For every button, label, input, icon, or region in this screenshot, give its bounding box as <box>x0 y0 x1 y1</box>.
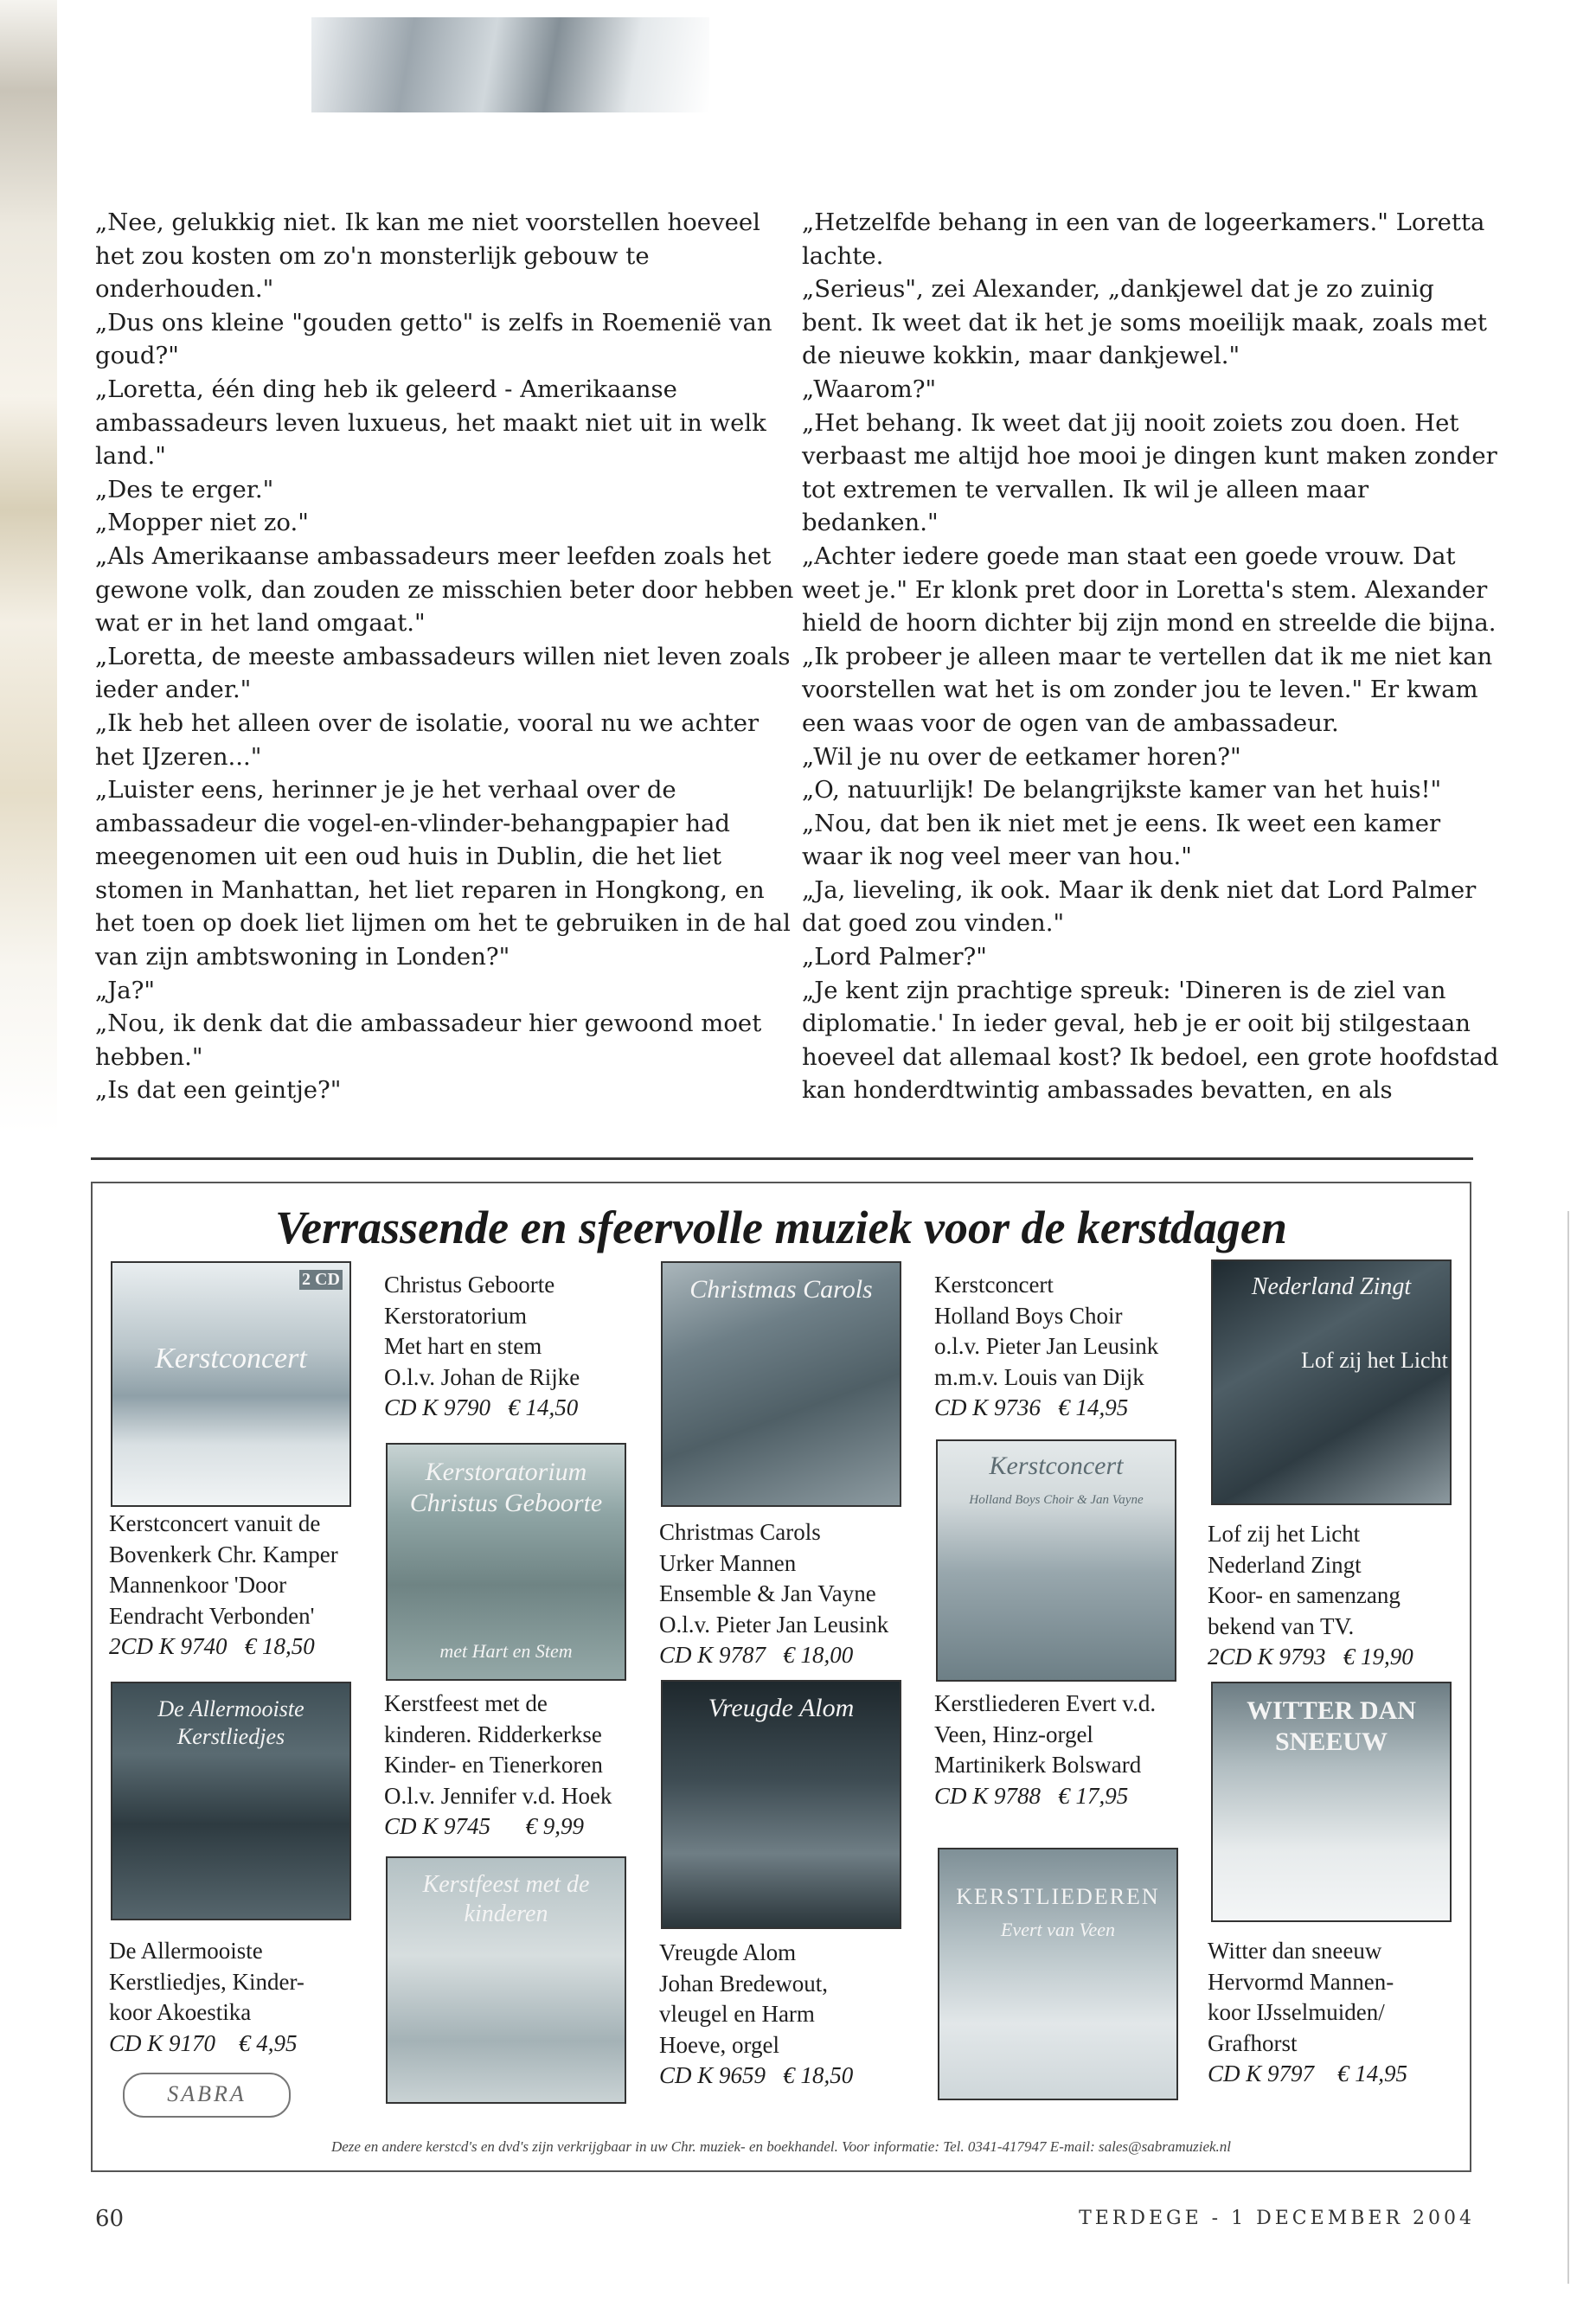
product-line: Kerstoratorium <box>384 1302 527 1329</box>
product-line: koor Akoestika <box>109 1999 252 2025</box>
cover-title: KERSTLIEDEREN <box>956 1884 1160 1909</box>
product-line: Martinikerk Bolsward <box>934 1752 1142 1778</box>
cover-subtitle: Holland Boys Choir & Jan Vayne <box>969 1493 1144 1507</box>
product-line: Grafhorst <box>1208 2029 1298 2056</box>
product-code: CD K 9797 <box>1208 2061 1315 2086</box>
product-vreugde-alom <box>659 1938 853 2092</box>
cover-badge: 2 CD <box>299 1270 343 1290</box>
paragraph: „Nou, dat ben ik niet met je eens. Ik weet een kamer waar ik nog veel meer van hou." <box>802 809 1441 871</box>
paragraph: „Lord Palmer?" <box>802 943 987 971</box>
paragraph: „Als Amerikaanse ambassadeurs meer leefden zoals het gewone volk, dan zouden ze misschien beter door hebben wat er in het land omgaat." <box>95 542 794 638</box>
paragraph: „Waarom?" <box>802 375 937 403</box>
paragraph: „Loretta, één ding heb ik geleerd - Amerikaanse ambassadeurs leven luxueus, het maakt niet uit in welk land." <box>95 375 766 471</box>
product-line: Witter dan sneeuw <box>1208 1938 1382 1964</box>
paragraph: „Ik heb het alleen over de isolatie, vooral nu we achter het IJzeren..." <box>95 708 760 771</box>
product-line: Kerstconcert vanuit de <box>109 1510 321 1536</box>
product-line: bekend van TV. <box>1208 1612 1355 1639</box>
product-price: € 14,95 <box>1058 1394 1129 1420</box>
cd-cover-witter-dan-sneeuw[interactable] <box>1211 1682 1452 1922</box>
product-line: O.l.v. Johan de Rijke <box>384 1363 580 1390</box>
cover-subtitle: Lof zij het Licht <box>1301 1348 1448 1373</box>
product-code: CD K 9736 <box>934 1394 1042 1420</box>
product-line: Mannenkoor 'Door <box>109 1572 287 1598</box>
product-line: Met hart en stem <box>384 1333 542 1359</box>
cover-title: Kerstfeest met de kinderen <box>422 1871 590 1927</box>
product-line: Bovenkerk Chr. Kamper <box>109 1541 338 1567</box>
product-code: CD K 9170 <box>109 2029 216 2056</box>
product-line: Nederland Zingt <box>1208 1551 1362 1578</box>
paragraph: „Loretta, de meeste ambassadeurs willen niet leven zoals ieder ander." <box>95 642 791 704</box>
product-line: Hoeve, orgel <box>659 2031 779 2058</box>
product-lof-zij-het-licht <box>1208 1519 1413 1673</box>
product-code: CD K 9790 <box>384 1394 491 1420</box>
product-line: Kerstliederen Evert v.d. <box>934 1690 1157 1716</box>
cd-cover-christus-geboorte[interactable] <box>386 1443 626 1681</box>
product-line: Ensemble & Jan Vayne <box>659 1580 876 1606</box>
product-price: € 19,90 <box>1343 1644 1413 1670</box>
cd-cover-kerstliederen[interactable] <box>938 1848 1178 2100</box>
left-decorative-photo <box>0 0 57 1133</box>
cd-cover-kerstconcert[interactable] <box>111 1261 351 1507</box>
product-price: € 14,50 <box>508 1394 579 1420</box>
cd-cover-allermooiste-kerstliedjes[interactable] <box>111 1682 351 1920</box>
product-line: Lof zij het Licht <box>1208 1521 1361 1547</box>
product-price: € 4,95 <box>239 2029 298 2056</box>
cover-title: WITTER DAN SNEEUW <box>1247 1696 1416 1756</box>
product-line: Vreugde Alom <box>659 1939 797 1965</box>
cover-subtitle: met Hart en Stem <box>439 1640 573 1662</box>
product-line: Christus Geboorte <box>384 1272 555 1298</box>
cover-title: Kerstconcert <box>989 1452 1124 1480</box>
paragraph: „Des te erger." <box>95 475 274 503</box>
cover-title: Kerstoratorium Christus Geboorte <box>409 1458 603 1517</box>
product-code: CD K 9788 <box>934 1782 1042 1809</box>
product-line: o.l.v. Pieter Jan Leusink <box>934 1333 1159 1359</box>
paragraph: „Ja, lieveling, ik ook. Maar ik denk niet dat Lord Palmer dat goed zou vinden." <box>802 875 1477 938</box>
paragraph: „Je kent zijn prachtige spreuk: 'Dineren is de ziel van diplomatie.' In ieder geval, heb je er ooit bij stilgestaan hoeveel dat allemaal kost? Ik bedoel, een grote hoofdstad kan honderdtwintig ambassades bevatten, en als <box>802 976 1499 1105</box>
product-line: Eendracht Verbonden' <box>109 1602 315 1629</box>
cover-title: Christmas Carols <box>689 1275 873 1304</box>
page-number: 60 <box>95 2206 125 2232</box>
product-line: Kinder- en Tienerkoren <box>384 1752 603 1778</box>
product-line: koor IJsselmuiden/ <box>1208 1999 1385 2025</box>
running-footer: TERDEGE - 1 DECEMBER 2004 <box>1079 2208 1475 2229</box>
cover-title: Nederland Zingt <box>1251 1273 1412 1300</box>
paragraph: „Nee, gelukkig niet. Ik kan me niet voorstellen hoeveel het zou kosten om zo'n monsterlijk gebouw te onderhouden." <box>95 208 760 304</box>
article-right-column <box>802 206 1503 1107</box>
sabra-logo: SABRA <box>123 2073 291 2118</box>
cd-cover-kerstconcert-holland[interactable] <box>936 1439 1176 1682</box>
product-line: O.l.v. Pieter Jan Leusink <box>659 1611 889 1638</box>
cd-cover-vreugde-alom[interactable] <box>661 1680 901 1929</box>
product-christus-geboorte <box>384 1270 580 1424</box>
article-left-column <box>95 206 796 1107</box>
product-witter-dan-sneeuw <box>1208 1936 1407 2090</box>
paragraph: „Wil je nu over de eetkamer horen?" <box>802 742 1241 771</box>
product-price: € 9,99 <box>525 1813 585 1839</box>
product-line: De Allermooiste <box>109 1938 263 1964</box>
cover-subtitle: Evert van Veen <box>1001 1919 1115 1940</box>
product-line: Urker Mannen <box>659 1549 797 1576</box>
paragraph: „Hetzelfde behang in een van de logeerkamers." Loretta lachte. <box>802 208 1485 270</box>
paragraph: „Ja?" <box>95 976 156 1004</box>
product-allermooiste-kerstliedjes <box>109 1936 304 2059</box>
product-line: kinderen. Ridderkerkse <box>384 1721 602 1747</box>
page-edge-line <box>1567 1211 1569 2284</box>
paragraph: „Dus ons kleine "gouden getto" is zelfs in Roemenië van goud?" <box>95 308 772 370</box>
ad-title: Verrassende en sfeervolle muziek voor de kerstdagen <box>275 1202 1287 1253</box>
product-code: CD K 9659 <box>659 2062 766 2088</box>
product-code: CD K 9745 <box>384 1813 491 1839</box>
product-price: € 18,50 <box>783 2062 854 2088</box>
product-kerstconcert-bovenkerk <box>109 1509 338 1663</box>
paragraph: „Is dat een geintje?" <box>95 1076 342 1105</box>
product-kerstfeest-met-de-kinderen <box>384 1689 612 1843</box>
paragraph: „Serieus", zei Alexander, „dankjewel dat je zo zuinig bent. Ik weet dat ik het je soms moeilijk maak, zoals met de nieuwe kokkin, maar dankjewel." <box>802 275 1487 370</box>
product-line: Kerstliedjes, Kinder- <box>109 1968 304 1995</box>
paragraph: „O, natuurlijk! De belangrijkste kamer van het huis!" <box>802 776 1442 804</box>
product-kerstconcert-holland <box>934 1270 1158 1424</box>
product-line: m.m.v. Louis van Dijk <box>934 1363 1144 1390</box>
product-line: Hervormd Mannen- <box>1208 1968 1394 1995</box>
product-line: O.l.v. Jennifer v.d. Hoek <box>384 1782 612 1809</box>
product-line: Kerstconcert <box>934 1272 1054 1298</box>
cd-cover-christmas-carols[interactable] <box>661 1261 901 1507</box>
product-line: Johan Bredewout, <box>659 1970 828 1997</box>
paragraph: „Achter iedere goede man staat een goede vrouw. Dat weet je." Er klonk pret door in Loretta's stem. Alexander hield de hoorn dichter bij zijn mond en streelde die bijna. „Ik probeer je alleen maar te vertellen dat ik me niet kan voorstellen wat het is om zonder jou te leven." Er kwam een waas voor de ogen van de ambassadeur. <box>802 542 1497 737</box>
product-line: Kerstfeest met de <box>384 1690 548 1716</box>
paragraph: „Mopper niet zo." <box>95 509 309 537</box>
section-divider <box>91 1157 1473 1160</box>
cover-title: Vreugde Alom <box>708 1694 855 1722</box>
cd-cover-lof-zij-het-licht[interactable] <box>1211 1259 1452 1505</box>
cover-title: De Allermooiste Kerstliedjes <box>157 1696 304 1749</box>
paragraph: „Luister eens, herinner je je het verhaal over de ambassadeur die vogel-en-vlinder-behangpapier had meegenomen uit een oud huis in Dublin, die het liet stomen in Manhattan, het liet reparen in Hongkong, en het toen op doek liet lijmen om het te gebruiken in de hal van zijn ambtswoning in Londen?" <box>95 776 791 971</box>
product-line: vleugel en Harm <box>659 2001 815 2027</box>
cover-title: Kerstconcert <box>155 1343 307 1375</box>
product-line: Christmas Carols <box>659 1519 821 1545</box>
product-line: Veen, Hinz-orgel <box>934 1721 1093 1747</box>
product-price: € 18,50 <box>244 1633 315 1659</box>
cd-cover-kerstfeest-met-de-kinderen[interactable] <box>386 1856 626 2104</box>
top-decorative-photo <box>311 17 709 112</box>
product-kerstliederen <box>934 1689 1156 1811</box>
paragraph: „Nou, ik denk dat die ambassadeur hier gewoond moet hebben." <box>95 1009 762 1071</box>
product-code: CD K 9787 <box>659 1642 766 1668</box>
product-price: € 17,95 <box>1058 1782 1129 1809</box>
product-price: € 14,95 <box>1337 2061 1408 2086</box>
paragraph: „Het behang. Ik weet dat jij nooit zoiets zou doen. Het verbaast me altijd hoe mooi je dingen kunt maken zonder tot extremen te vervallen. Ik wil je alleen maar bedanken." <box>802 408 1497 537</box>
product-code: 2CD K 9740 <box>109 1633 228 1659</box>
product-code: 2CD K 9793 <box>1208 1644 1326 1670</box>
product-christmas-carols <box>659 1517 888 1671</box>
product-line: Holland Boys Choir <box>934 1302 1123 1329</box>
ad-footer-note: Deze en andere kerstcd's en dvd's zijn verkrijgbaar in uw Chr. muziek- en boekhandel. Voor informatie: Tel. 0341-417947 E-mail: sales@sabramuziek.nl <box>330 2138 1232 2155</box>
product-price: € 18,00 <box>783 1642 854 1668</box>
product-line: Koor- en samenzang <box>1208 1582 1401 1608</box>
